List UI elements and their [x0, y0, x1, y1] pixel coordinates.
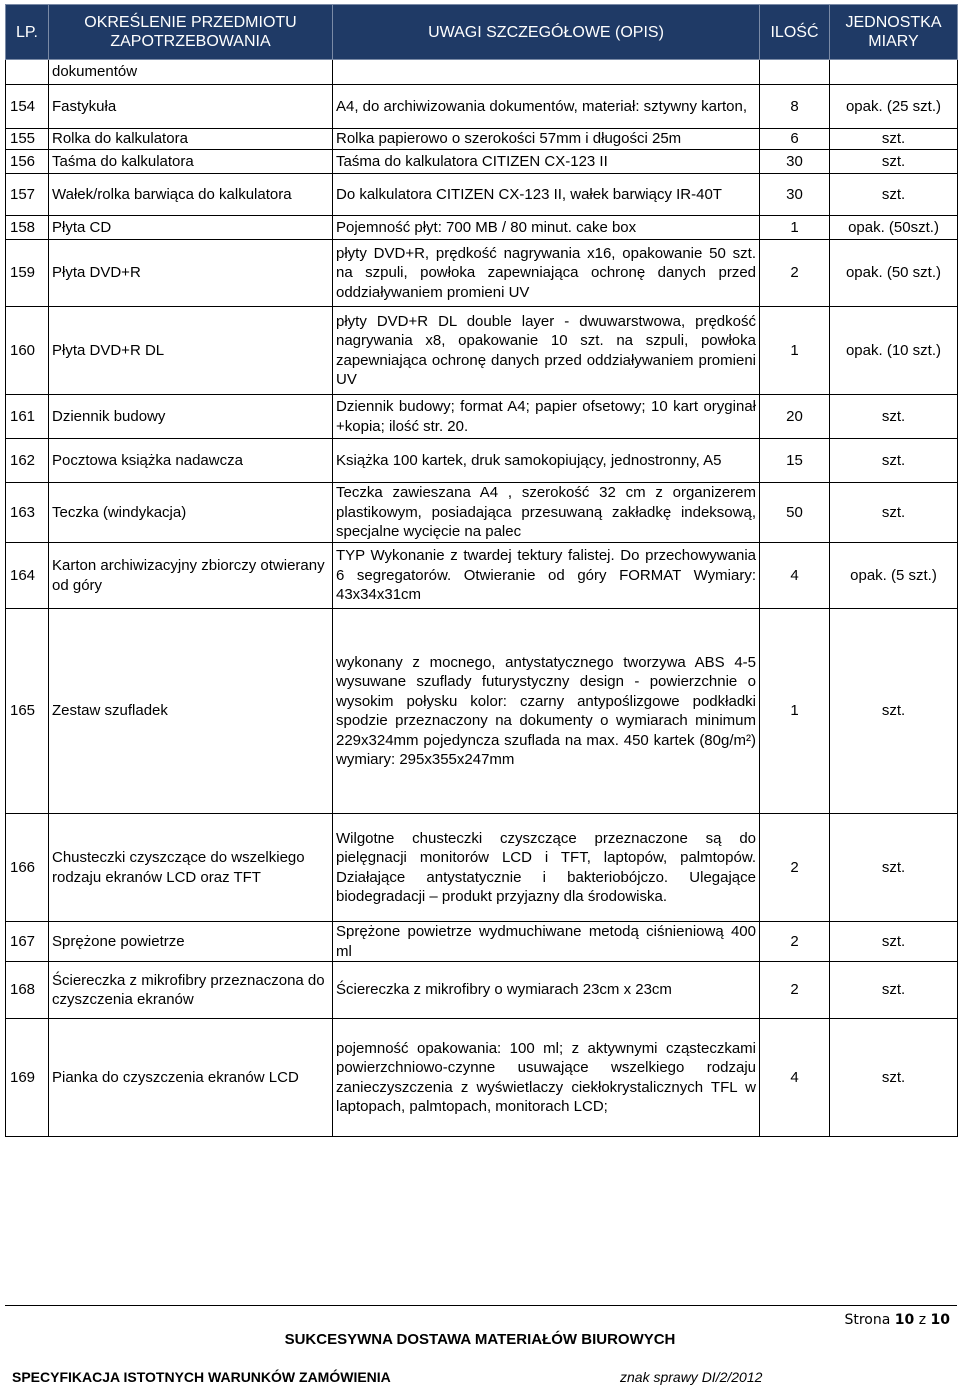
cell-name: Ściereczka z mikrofibry przeznaczona do czyszczenia ekranów: [49, 962, 333, 1019]
table-row: [6, 609, 958, 814]
table-row: [6, 216, 958, 240]
cell-qty: 2: [760, 240, 830, 307]
cell-lp: 154: [6, 85, 49, 129]
cell-unit: szt.: [830, 1019, 958, 1137]
cell-name: Fastykuła: [49, 85, 333, 129]
cell-name: Pianka do czyszczenia ekranów LCD: [49, 1019, 333, 1137]
cell-qty: 4: [760, 543, 830, 609]
cell-qty: 15: [760, 439, 830, 483]
cell-desc: Rolka papierowo o szerokości 57mm i długości 25m: [333, 129, 760, 150]
cell-name: Rolka do kalkulatora: [49, 129, 333, 150]
cell-unit: opak. (25 szt.): [830, 85, 958, 129]
cell-name: dokumentów: [49, 60, 333, 85]
cell-qty: [760, 60, 830, 85]
cell-name: Zestaw szufladek: [49, 609, 333, 814]
cell-qty: 4: [760, 1019, 830, 1137]
cell-unit: szt.: [830, 922, 958, 962]
cell-name: Płyta DVD+R: [49, 240, 333, 307]
table-header-row: [6, 5, 958, 60]
cell-lp: 168: [6, 962, 49, 1019]
cell-name: Dziennik budowy: [49, 395, 333, 439]
specification-table: [5, 4, 958, 1137]
cell-qty: 20: [760, 395, 830, 439]
cell-name: Teczka (windykacja): [49, 483, 333, 543]
cell-desc: Dziennik budowy; format A4; papier ofsetowy; 10 kart oryginał +kopia; ilość str. 20.: [333, 395, 760, 439]
cell-qty: 30: [760, 174, 830, 216]
table-row: [6, 85, 958, 129]
table-row: [6, 1019, 958, 1137]
cell-desc: Książka 100 kartek, druk samokopiujący, jednostronny, A5: [333, 439, 760, 483]
table-row: [6, 307, 958, 395]
footer-case-number: znak sprawy DI/2/2012: [620, 1369, 763, 1385]
cell-lp: 166: [6, 814, 49, 922]
cell-desc: wykonany z mocnego, antystatycznego tworzywa ABS 4-5 wysuwane szuflady futurystyczny design - powierzchnie o wysokim połysku kolor: czarny antypoślizgowe podkładki spodzie przeznaczony na dokumenty o wymiarach minimum 229x324mm pojedyncza szuflada na max. 450 kartek (80g/m²) wymiary: 295x355x247mm: [333, 609, 760, 814]
table-row: [6, 439, 958, 483]
cell-unit: opak. (10 szt.): [830, 307, 958, 395]
cell-unit: szt.: [830, 962, 958, 1019]
cell-desc: płyty DVD+R, prędkość nagrywania x16, opakowanie 50 szt. na szpuli, powłoka zapewniająca ochronę danych przed oddziaływaniem promieni UV: [333, 240, 760, 307]
cell-qty: 1: [760, 307, 830, 395]
cell-desc: [333, 60, 760, 85]
footer-document-name: SPECYFIKACJA ISTOTNYCH WARUNKÓW ZAMÓWIENIA: [12, 1369, 391, 1385]
cell-qty: 1: [760, 216, 830, 240]
cell-name: Płyta CD: [49, 216, 333, 240]
cell-qty: 1: [760, 609, 830, 814]
cell-lp: 161: [6, 395, 49, 439]
cell-lp: 162: [6, 439, 49, 483]
cell-qty: 6: [760, 129, 830, 150]
cell-desc: A4, do archiwizowania dokumentów, materiał: sztywny karton,: [333, 85, 760, 129]
cell-desc: płyty DVD+R DL double layer - dwuwarstwowa, prędkość nagrywania x8, opakowanie 10 szt. na szpuli, powłoka zapewniająca ochronę danych przed oddziaływaniem promieni UV: [333, 307, 760, 395]
cell-name: Karton archiwizacyjny zbiorczy otwierany od góry: [49, 543, 333, 609]
header-unit: JEDNOSTKA MIARY: [830, 5, 958, 60]
cell-lp: 169: [6, 1019, 49, 1137]
header-details: UWAGI SZCZEGÓŁOWE (OPIS): [333, 5, 760, 60]
table-row-continued: [6, 60, 958, 85]
cell-unit: szt.: [830, 174, 958, 216]
table-row: [6, 174, 958, 216]
cell-unit: szt.: [830, 814, 958, 922]
cell-qty: 2: [760, 962, 830, 1019]
cell-qty: 8: [760, 85, 830, 129]
cell-desc: Ściereczka z mikrofibry o wymiarach 23cm x 23cm: [333, 962, 760, 1019]
table-row: [6, 962, 958, 1019]
cell-lp: 160: [6, 307, 49, 395]
cell-unit: szt.: [830, 150, 958, 174]
cell-desc: Sprężone powietrze wydmuchiwane metodą ciśnieniową 400 ml: [333, 922, 760, 962]
cell-desc: Teczka zawieszana A4 , szerokość 32 cm z organizerem plastikowym, posiadająca przesuwaną zakładkę indeksową, specjalne wycięcie na palec: [333, 483, 760, 543]
table-row: [6, 483, 958, 543]
cell-name: Płyta DVD+R DL: [49, 307, 333, 395]
cell-unit: opak. (50 szt.): [830, 240, 958, 307]
cell-unit: szt.: [830, 439, 958, 483]
cell-name: Pocztowa książka nadawcza: [49, 439, 333, 483]
cell-desc: Do kalkulatora CITIZEN CX-123 II, wałek barwiący IR-40T: [333, 174, 760, 216]
table-row: [6, 395, 958, 439]
footer-divider: [5, 1305, 957, 1306]
cell-lp: 157: [6, 174, 49, 216]
cell-qty: 2: [760, 922, 830, 962]
table-body: [6, 60, 958, 1137]
cell-unit: opak. (50szt.): [830, 216, 958, 240]
cell-name: Chusteczki czyszczące do wszelkiego rodzaju ekranów LCD oraz TFT: [49, 814, 333, 922]
cell-lp: [6, 60, 49, 85]
table-row: [6, 150, 958, 174]
table-row: [6, 129, 958, 150]
table-row: [6, 240, 958, 307]
page-label: Strona: [844, 1312, 891, 1328]
cell-desc: Pojemność płyt: 700 MB / 80 minut. cake box: [333, 216, 760, 240]
cell-lp: 163: [6, 483, 49, 543]
cell-unit: [830, 60, 958, 85]
cell-desc: TYP Wykonanie z twardej tektury falistej. Do przechowywania 6 segregatorów. Otwieranie od góry FORMAT Wymiary: 43x34x31cm: [333, 543, 760, 609]
cell-lp: 156: [6, 150, 49, 174]
cell-unit: szt.: [830, 609, 958, 814]
footer-title: SUKCESYWNA DOSTAWA MATERIAŁÓW BIUROWYCH: [284, 1331, 676, 1348]
table-row: [6, 814, 958, 922]
cell-unit: szt.: [830, 483, 958, 543]
page-number: [844, 1312, 950, 1328]
cell-unit: opak. (5 szt.): [830, 543, 958, 609]
cell-name: Sprężone powietrze: [49, 922, 333, 962]
cell-lp: 155: [6, 129, 49, 150]
cell-name: Wałek/rolka barwiąca do kalkulatora: [49, 174, 333, 216]
cell-lp: 167: [6, 922, 49, 962]
cell-unit: szt.: [830, 395, 958, 439]
table-row: [6, 922, 958, 962]
header-qty: ILOŚĆ: [760, 5, 830, 60]
cell-qty: 50: [760, 483, 830, 543]
table-row: [6, 543, 958, 609]
cell-qty: 30: [760, 150, 830, 174]
cell-name: Taśma do kalkulatora: [49, 150, 333, 174]
header-lp: LP.: [6, 5, 49, 60]
cell-desc: Taśma do kalkulatora CITIZEN CX-123 II: [333, 150, 760, 174]
page-total: 10: [930, 1312, 950, 1328]
cell-desc: pojemność opakowania: 100 ml; z aktywnymi cząsteczkami powierzchniowo-czynne usuwające wszelkiego rodzaju zanieczyszczenia z wyświetlaczy ciekłokrystalicznych TFL w laptopach, palmtopach, monitorach LCD;: [333, 1019, 760, 1137]
cell-unit: szt.: [830, 129, 958, 150]
cell-lp: 159: [6, 240, 49, 307]
cell-lp: 165: [6, 609, 49, 814]
header-item: OKREŚLENIE PRZEDMIOTU ZAPOTRZEBOWANIA: [49, 5, 333, 60]
cell-desc: Wilgotne chusteczki czyszczące przeznaczone są do pielęgnacji monitorów LCD i TFT, laptopów, palmtopów. Działające antystatycznie i bakteriobójczo. Ulegające biodegradacji – produkt przyjazny dla środowiska.: [333, 814, 760, 922]
cell-qty: 2: [760, 814, 830, 922]
page-of: z: [918, 1312, 927, 1328]
cell-lp: 164: [6, 543, 49, 609]
cell-lp: 158: [6, 216, 49, 240]
page-current: 10: [894, 1312, 915, 1328]
